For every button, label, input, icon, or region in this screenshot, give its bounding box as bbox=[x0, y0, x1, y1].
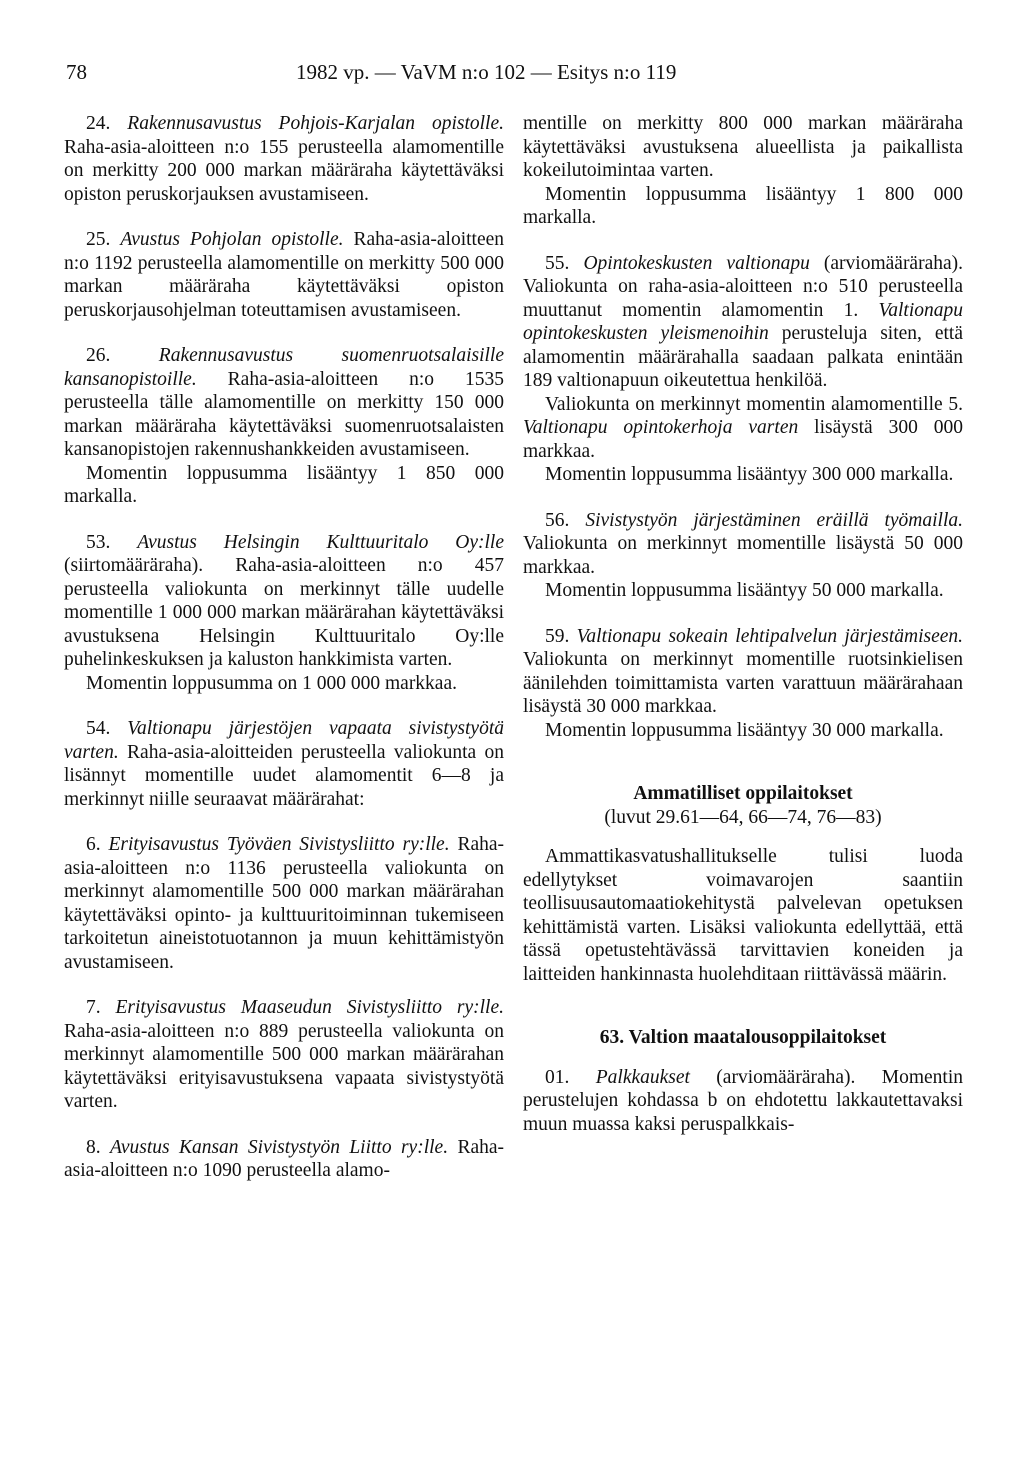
item-text: (arviomääräraha). Momentin perustelujen kohdassa b on ehdotettu lakkautettavaksi muun muassa kaksi peruspalkkais- bbox=[523, 1066, 964, 1135]
item-number: 7. bbox=[86, 997, 116, 1018]
chapter-heading-63: 63. Valtion maatalousoppilaitokset bbox=[599, 1027, 887, 1048]
item-number: 25. bbox=[86, 229, 121, 250]
continued-paragraph: mentille on merkitty 800 000 markan määräraha käytettäväksi avustuksena alueellista ja paikallista kokeilutoimintaa varten. bbox=[523, 113, 963, 181]
item-24 bbox=[64, 112, 504, 206]
item-subtitle: Valtionapu opintokeskusten yleismenoihin bbox=[523, 299, 963, 344]
item-number: 01. bbox=[545, 1066, 596, 1088]
item-number: 59. bbox=[545, 625, 577, 647]
item-title: Valtionapu opintokerhoja varten bbox=[523, 417, 799, 438]
item-25 bbox=[64, 228, 504, 322]
page-header bbox=[66, 60, 958, 90]
left-column bbox=[64, 112, 504, 1183]
item-text: perusteluja siten, että alamomentin määrärahalla saadaan palkata enintään 189 valtionapuun oikeutettua henkilöä. bbox=[523, 323, 963, 391]
item-text: Valiokunta on merkinnyt momentille ruotsinkielisen äänilehden toimittamista varten varattuun määrärahaan lisäystä 30 000 markkaa. bbox=[523, 649, 963, 717]
continued-total: Momentin loppusumma lisääntyy 1 800 000 markalla. bbox=[523, 183, 963, 228]
section-heading: Ammatilliset oppilaitokset bbox=[633, 783, 853, 804]
item-text: Raha-asia-aloitteen n:o 1090 perusteella alamo- bbox=[64, 1136, 505, 1181]
sub-item-6 bbox=[64, 833, 504, 974]
item-text: lisäystä 300 000 markkaa. bbox=[523, 417, 963, 462]
item-59 bbox=[523, 625, 963, 719]
item-54 bbox=[64, 717, 504, 811]
item-number: 54. bbox=[86, 718, 128, 739]
item-text: (arviomääräraha). Valiokunta on raha-asia-aloitteen n:o 510 perusteella muuttanut momentin alamomentin 1. bbox=[523, 252, 964, 321]
item-text: Raha-asia-aloitteen n:o 1136 perusteella valiokunta on merkinnyt alamomentille 500 000 markan määrärahan käytettäväksi opinto- ja kulttuuritoiminnan tukemiseen tarkoitetun aineistotuotannon ja muun kehittämistyön avustamiseen. bbox=[64, 834, 505, 973]
sub-item-7 bbox=[64, 996, 504, 1114]
item-26 bbox=[64, 344, 504, 462]
item-text: Valiokunta on merkinnyt momentille lisäystä 50 000 markkaa. bbox=[523, 533, 963, 578]
item-title: Avustus Helsingin Kulttuuritalo Oy:lle bbox=[137, 531, 504, 553]
item-56 bbox=[523, 509, 963, 580]
item-title: Rakennusavustus Pohjois-Karjalan opistolle. bbox=[127, 113, 504, 134]
item-text: (siirtomääräraha). Raha-asia-aloitteen n:o 457 perusteella valiokunta on merkinnyt tälle uudelle momentille 1 000 000 markan määrärahan käytettäväksi avustuksena Helsingin Kulttuuritalo Oy:lle puhelinkeskuksen ja kaluston hankkimista varten. bbox=[64, 555, 504, 670]
item-55-addition bbox=[523, 393, 963, 464]
item-26-total: Momentin loppusumma lisääntyy 1 850 000 markalla. bbox=[64, 462, 504, 507]
item-number: 26. bbox=[86, 345, 159, 366]
item-number: 8. bbox=[86, 1136, 110, 1158]
item-text: Raha-asia-aloitteen n:o 1192 perusteella alamomentille on merkitty 500 000 markan määräraha käytettäväksi opiston peruskorjausohjelman toteuttamisen avustamiseen. bbox=[64, 229, 505, 321]
item-55 bbox=[523, 252, 963, 393]
item-title: Valtionapu sokeain lehtipalvelun järjestämiseen. bbox=[576, 625, 964, 647]
item-55-total: Momentin loppusumma lisääntyy 300 000 markalla. bbox=[545, 464, 954, 485]
item-number: 53. bbox=[86, 531, 138, 553]
item-53 bbox=[64, 531, 504, 672]
item-title: Avustus Pohjolan opistolle. bbox=[120, 229, 344, 250]
item-title: Erityisavustus Maaseudun Sivistysliitto ry:lle. bbox=[115, 997, 505, 1018]
item-title: Avustus Kansan Sivistystyön Liitto ry:lle. bbox=[110, 1136, 449, 1158]
item-title: Opintokeskusten valtionapu bbox=[583, 252, 810, 274]
running-head: 1982 vp. — VaVM n:o 102 — Esitys n:o 119 bbox=[296, 60, 677, 84]
item-56-total: Momentin loppusumma lisääntyy 50 000 markalla. bbox=[545, 580, 944, 601]
item-text: Raha-asia-aloitteen n:o 155 perusteella alamomentille on merkitty 200 000 markan määräraha käytettäväksi opiston peruskorjauksen avustamiseen. bbox=[64, 136, 504, 205]
item-01 bbox=[523, 1066, 963, 1137]
item-number: 6. bbox=[86, 834, 109, 855]
item-title: Rakennusavustus suomenruotsalaisille kansanopistoille. bbox=[64, 345, 504, 390]
item-53-total: Momentin loppusumma on 1 000 000 markkaa. bbox=[86, 672, 457, 694]
item-text: Raha-asia-aloitteen n:o 1535 perusteella tälle alamomentille on merkitty 150 000 markan määräraha käytettäväksi suomenruotsalaisten kansanopistojen rakennushankkeiden avustamiseen. bbox=[64, 368, 504, 460]
section-paragraph: Ammattikasvatushallitukselle tulisi luoda edellytykset voimavarojen saantiin teollisuusautomaatiokehitystä palvelevan opetuksen kehittämistä varten. Lisäksi valiokunta edellyttää, että tässä opetustehtävässä tarvittavien koneiden ja laitteiden hankinnasta huolehditaan riittävässä määrin. bbox=[523, 846, 963, 985]
item-title: Valtionapu järjestöjen vapaata sivistystyötä varten. bbox=[64, 718, 504, 763]
item-number: 56. bbox=[545, 509, 586, 531]
section-subheading: (luvut 29.61—64, 66—74, 76—83) bbox=[604, 806, 882, 828]
item-title: Sivistystyön järjestäminen eräillä työmailla. bbox=[585, 509, 963, 531]
item-title: Erityisavustus Työväen Sivistysliitto ry:lle. bbox=[108, 834, 450, 855]
item-text: Raha-asia-aloitteiden perusteella valiokunta on lisännyt momentille uudet alamomentit 6—8 ja merkinnyt niille seuraavat määrärahat: bbox=[64, 741, 504, 810]
item-number: 55. bbox=[545, 252, 584, 274]
right-column bbox=[523, 112, 963, 1136]
page-number: 78 bbox=[66, 60, 87, 84]
item-59-total: Momentin loppusumma lisääntyy 30 000 markalla. bbox=[545, 719, 944, 741]
item-number: 24. bbox=[86, 113, 128, 134]
item-text: Raha-asia-aloitteen n:o 889 perusteella valiokunta on merkinnyt alamomentille 500 000 markan määrärahan käytettäväksi erityisavustuksena vapaata sivistystyötä varten. bbox=[64, 1020, 504, 1112]
item-title: Palkkaukset bbox=[595, 1066, 690, 1088]
item-text: Valiokunta on merkinnyt momentin alamomentille 5. bbox=[545, 393, 963, 415]
sub-item-8 bbox=[64, 1136, 504, 1183]
